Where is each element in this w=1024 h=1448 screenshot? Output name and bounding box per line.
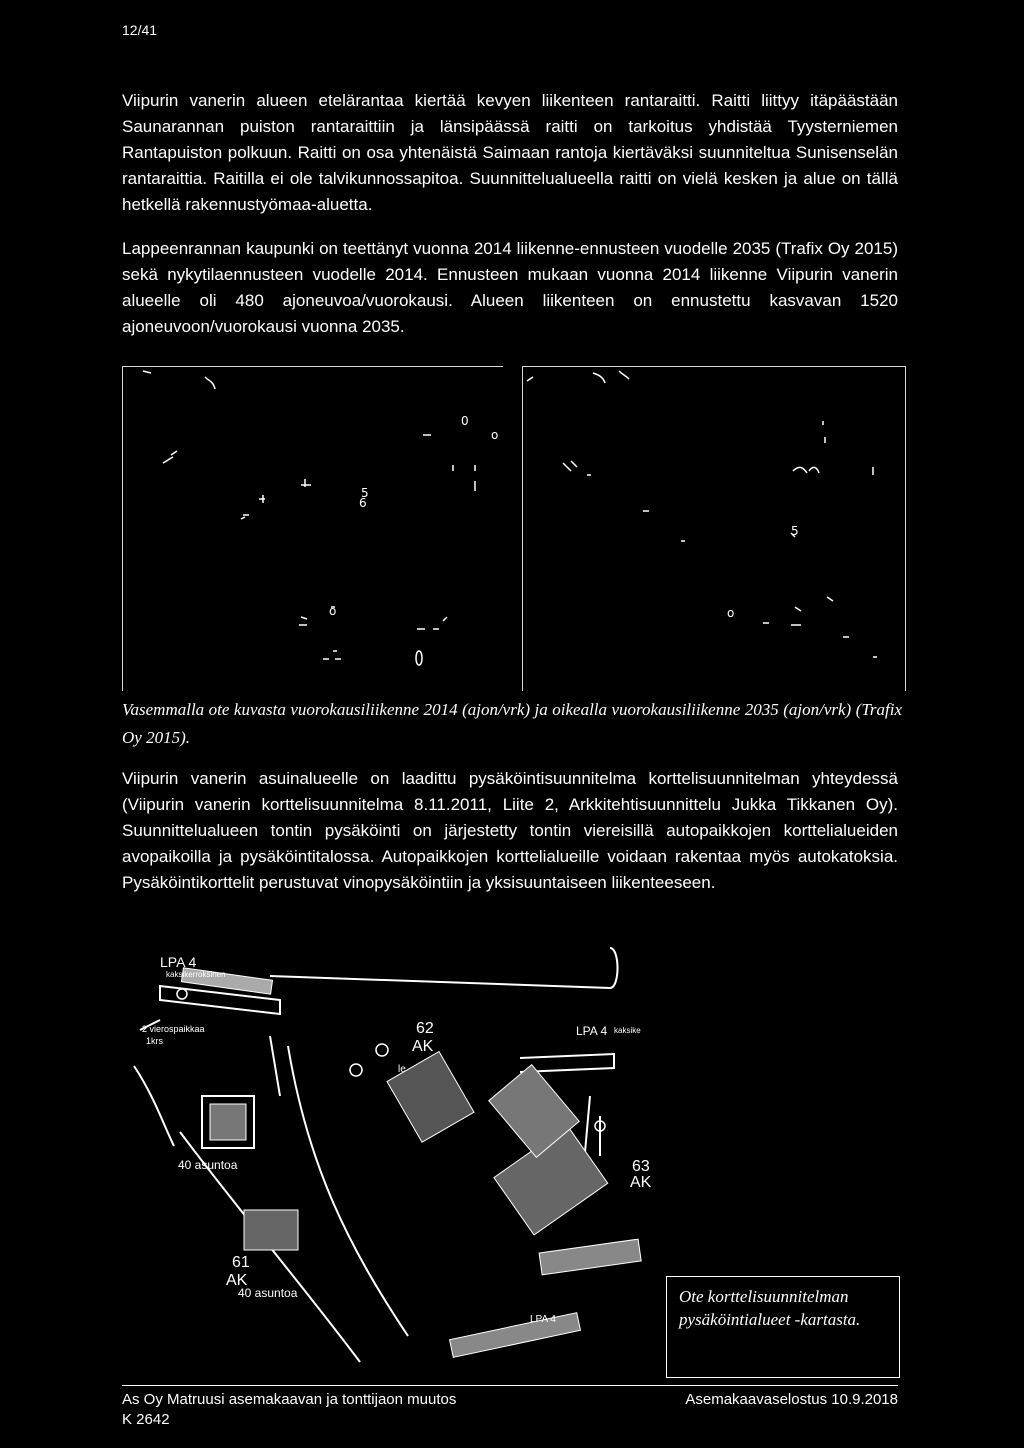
figure-caption-traffic: Vasemmalla ote kuvasta vuorokausiliikenne 2014 (ajon/vrk) ja oikealla vuorokausiliikenne 2035 (ajon/vrk) (Trafix Oy 2015).: [122, 700, 902, 747]
traffic-map-2035: [522, 366, 906, 691]
parking-plan-map: [120, 946, 660, 1378]
footer-document-code: K 2642: [122, 1411, 170, 1428]
svg-text:0: 0: [461, 414, 469, 428]
label-ak-61: AK: [226, 1272, 248, 1289]
label-block-61: 61: [232, 1254, 250, 1271]
label-lpa4-top: LPA 4: [160, 954, 197, 970]
label-lpa4-right: LPA 4: [576, 1024, 608, 1038]
label-ak-62: AK: [412, 1038, 434, 1055]
label-lpa4-bottom: LPA 4: [530, 1314, 556, 1325]
label-40-asuntoa-2: 40 asuntoa: [238, 1286, 298, 1300]
svg-text:6: 6: [359, 496, 367, 510]
svg-text:o: o: [491, 428, 499, 442]
label-ak-63: AK: [630, 1174, 652, 1191]
svg-text:o: o: [329, 604, 337, 618]
svg-text:5: 5: [791, 524, 799, 538]
svg-text:5: 5: [361, 486, 369, 500]
label-block-63: 63: [632, 1158, 650, 1175]
label-40-asuntoa-1: 40 asuntoa: [178, 1158, 238, 1172]
figure-caption-parking: Ote korttelisuunnitelman pysäköintialueet -kartasta.: [666, 1276, 900, 1378]
paragraph-shoreline-path: Viipurin vanerin alueen etelärantaa kiertää kevyen liikenteen rantaraitti. Raitti liittyy itäpäästään Saunarannan puiston rantaraittiin ja länsipäässä raitti on tarkoitus yhdistää Tyysterniemen Rantapuiston polkuun. Raitti on osa yhtenäistä Saimaan rantoja kiertäväksi suunniteltua Sunisenselän rantaraittia. Raitilla ei ole talvikunnossapitoa. Suunnittelualueella raitti on vielä kesken ja alue on tällä hetkellä rakennustyömaa-aluetta.: [122, 91, 898, 214]
traffic-map-2014: [122, 366, 503, 691]
paragraph-traffic-forecast: Lappeenrannan kaupunki on teettänyt vuonna 2014 liikenne-ennusteen vuodelle 2035 (Trafix Oy 2015) sekä nykytilaennusteen vuodelle 2014. Ennusteen mukaan vuonna 2014 liikenne Viipurin vanerin alueelle oli 480 ajoneuvoa/vuorokausi. Alueen liikenteen on ennustettu kasvavan 1520 ajoneuvoon/vuorokausi vuonna 2035.: [122, 239, 898, 336]
paragraph-parking-plan: Viipurin vanerin asuinalueelle on laadittu pysäköintisuunnitelma korttelisuunnitelman yhteydessä (Viipurin vanerin korttelisuunnitelma 8.11.2011, Liite 2, Arkkitehtisuunnittelu Jukka Tikkanen Oy). Suunnittelualueen tontin pysäköinti on järjestetty tontin viereisillä autopaikkojen korttelialueiden avopaikoilla ja pysäköintitalossa. Autopaikkojen korttelialueille voidaan rakentaa myös autokatoksia. Pysäköintikorttelit perustuvat vinopysäköintiin ja yksisuuntaiseen liikenteeseen.: [122, 769, 898, 892]
label-le: le: [398, 1064, 406, 1075]
label-vierospaikkaa: 2 vierospaikkaa: [142, 1024, 205, 1034]
label-krs: 1krs: [146, 1036, 164, 1046]
footer-divider: [122, 1385, 898, 1386]
footer-left: [122, 1390, 456, 1430]
label-kaksikerroksinen: kaksikerroksinen: [166, 970, 226, 979]
label-kaksike: kaksike: [614, 1026, 641, 1035]
label-block-62: 62: [416, 1020, 434, 1037]
page-number: 12/41: [122, 22, 158, 38]
footer-document-date: Asemakaavaselostus 10.9.2018: [685, 1391, 898, 1408]
footer-document-title: As Oy Matruusi asemakaavan ja tonttijaon muutos: [122, 1391, 457, 1408]
svg-text:o: o: [727, 606, 735, 620]
